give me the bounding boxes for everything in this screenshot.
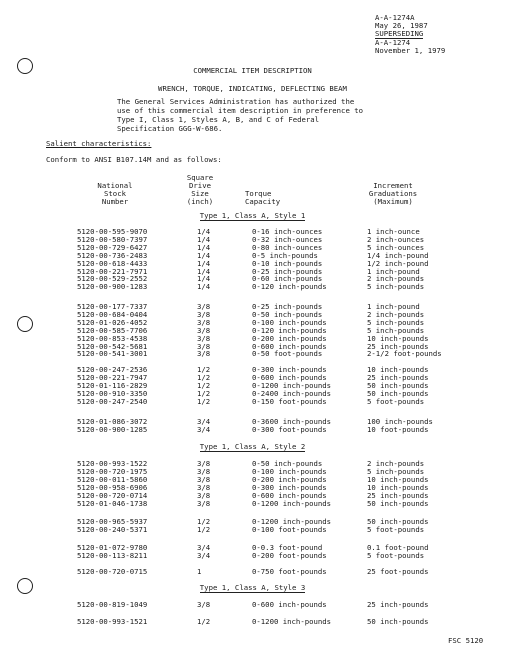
increment-graduation: 2-1/2 foot-pounds (367, 349, 442, 359)
stock-number: 5120-00-580-7397 (77, 234, 148, 244)
drive-size: 3/8 (197, 600, 211, 609)
torque-capacity: 0-300 inch-pounds (252, 365, 327, 374)
drive-size: 3/4 (197, 424, 211, 434)
column-header-increment: Increment Graduations (Maximum) (368, 181, 418, 206)
torque-capacity: 0-25 inch-pounds (252, 266, 323, 276)
stock-number: 5120-00-993-1521 (77, 617, 148, 626)
increment-graduation: 2 inch-pounds (367, 309, 425, 319)
increment-graduation: 5 inch-pounds (367, 466, 425, 476)
drive-size: 1/2 (197, 388, 211, 398)
stock-number: 5120-00-541-3001 (77, 349, 148, 359)
torque-capacity: 0-100 inch-pounds (252, 317, 327, 327)
torque-capacity: 0-1200 inch-pounds (252, 617, 332, 626)
drive-size: 1/2 (197, 517, 211, 526)
drive-size: 3/8 (197, 317, 211, 327)
drive-size: 3/8 (197, 349, 211, 359)
stock-number: 5120-00-720-1975 (77, 466, 148, 476)
torque-capacity: 0-750 foot-pounds (252, 567, 327, 576)
increment-graduation: 50 inch-pounds (367, 617, 429, 626)
increment-graduation: 25 inch-pounds (367, 372, 429, 382)
column-header-drive-size: Square Drive Size (inch) (186, 173, 214, 206)
torque-capacity: 0-50 inch-pounds (252, 459, 323, 468)
torque-capacity: 0-5 inch-pounds (252, 250, 318, 260)
column-header-torque: Torque Capacity (245, 189, 281, 206)
drive-size: 1/4 (197, 234, 211, 244)
drive-size: 3/8 (197, 309, 211, 319)
torque-capacity: 0-120 inch-pounds (252, 325, 327, 335)
drive-size: 1/4 (197, 282, 211, 292)
drive-size: 1/4 (197, 274, 211, 284)
increment-graduation: 5 foot-pounds (367, 524, 425, 534)
stock-number: 5120-00-221-7971 (77, 266, 148, 276)
stock-number: 5120-01-046-1738 (77, 498, 148, 508)
torque-capacity: 0-1200 inch-pounds (252, 498, 332, 508)
stock-number: 5120-00-177-7337 (77, 302, 148, 311)
increment-graduation: 1 inch-pound (367, 266, 420, 276)
stock-number: 5120-00-819-1049 (77, 600, 148, 609)
drive-size: 3/8 (197, 466, 211, 476)
intro-line: Type I, Class 1, Styles A, B, and C of Federal (117, 115, 320, 124)
drive-size: 3/4 (197, 417, 211, 426)
column-header-nsn: National Stock Number (97, 181, 133, 206)
drive-size: 3/4 (197, 543, 211, 552)
increment-graduation: 5 foot-pounds (367, 396, 425, 406)
stock-number: 5120-01-116-2829 (77, 380, 148, 390)
drive-size: 3/8 (197, 341, 211, 351)
torque-capacity: 0-50 foot-pounds (252, 349, 323, 359)
increment-graduation: 25 inch-pounds (367, 341, 429, 351)
torque-capacity: 0-300 foot-pounds (252, 424, 327, 434)
drive-size: 1/2 (197, 380, 211, 390)
increment-graduation: 10 inch-pounds (367, 365, 429, 374)
drive-size: 3/8 (197, 325, 211, 335)
torque-capacity: 0-120 inch-pounds (252, 282, 327, 292)
increment-graduation: 25 foot-pounds (367, 567, 429, 576)
drive-size: 1/2 (197, 617, 211, 626)
torque-capacity: 0-600 inch-pounds (252, 372, 327, 382)
torque-capacity: 0-600 inch-pounds (252, 490, 327, 500)
drive-size: 3/4 (197, 550, 211, 560)
stock-number: 5120-00-595-9070 (77, 227, 148, 236)
increment-graduation: 5 inch-pounds (367, 317, 425, 327)
drive-size: 3/8 (197, 302, 211, 311)
torque-capacity: 0-200 inch-pounds (252, 333, 327, 343)
increment-graduation: 5 foot-pounds (367, 550, 425, 560)
torque-capacity: 0-150 foot-pounds (252, 396, 327, 406)
stock-number: 5120-00-618-4433 (77, 258, 148, 268)
punch-hole-icon (17, 316, 33, 332)
increment-graduation: 5 inch-ounces (367, 242, 425, 252)
torque-capacity: 0-60 inch-pounds (252, 274, 323, 284)
superseded-id: A-A-1274 (375, 38, 411, 47)
section-title (0, 443, 505, 451)
stock-number: 5120-00-720-0715 (77, 567, 148, 576)
section-title-text: Type 1, Class A, Style 2 (199, 442, 306, 451)
torque-capacity: 0-3600 inch-pounds (252, 417, 332, 426)
drive-size: 1 (197, 567, 202, 576)
increment-graduation: 5 inch-pounds (367, 282, 425, 292)
increment-graduation: 50 inch-pounds (367, 517, 429, 526)
increment-graduation: 10 inch-pounds (367, 482, 429, 492)
drive-size: 3/8 (197, 459, 211, 468)
increment-graduation: 50 inch-pounds (367, 498, 429, 508)
increment-graduation: 0.1 foot-pound (367, 543, 429, 552)
torque-capacity: 0-100 inch-pounds (252, 466, 327, 476)
torque-capacity: 0-25 inch-pounds (252, 302, 323, 311)
torque-capacity: 0-16 inch-ounces (252, 227, 323, 236)
torque-capacity: 0-80 inch-ounces (252, 242, 323, 252)
drive-size: 1/2 (197, 396, 211, 406)
torque-capacity: 0-300 inch-pounds (252, 482, 327, 492)
stock-number: 5120-00-965-5937 (77, 517, 148, 526)
stock-number: 5120-01-026-4052 (77, 317, 148, 327)
increment-graduation: 50 inch-pounds (367, 380, 429, 390)
torque-capacity: 0-1200 inch-pounds (252, 380, 332, 390)
increment-graduation: 25 inch-pounds (367, 600, 429, 609)
increment-graduation: 5 inch-pounds (367, 325, 425, 335)
stock-number: 5120-00-729-6427 (77, 242, 148, 252)
fsc-code: FSC 5120 (448, 636, 484, 645)
torque-capacity: 0-600 inch-pounds (252, 600, 327, 609)
drive-size: 1/4 (197, 258, 211, 268)
drive-size: 1/4 (197, 266, 211, 276)
stock-number: 5120-00-247-2536 (77, 365, 148, 374)
stock-number: 5120-00-529-2552 (77, 274, 148, 284)
stock-number: 5120-00-240-5371 (77, 524, 148, 534)
increment-graduation: 1/2 inch-pound (367, 258, 429, 268)
intro-paragraph (117, 98, 407, 134)
intro-line: The General Services Administration has authorized the (117, 97, 355, 106)
increment-graduation: 50 inch-pounds (367, 388, 429, 398)
superseding-label: SUPERSEDING (375, 29, 424, 38)
stock-number: 5120-00-585-7706 (77, 325, 148, 335)
stock-number: 5120-00-542-5681 (77, 341, 148, 351)
document-subtitle: WRENCH, TORQUE, INDICATING, DEFLECTING BEAM (158, 84, 347, 93)
drive-size: 3/8 (197, 333, 211, 343)
stock-number: 5120-00-221-7947 (77, 372, 148, 382)
section-title (0, 212, 505, 220)
increment-graduation: 10 foot-pounds (367, 424, 429, 434)
drive-size: 1/4 (197, 242, 211, 252)
drive-size: 1/2 (197, 372, 211, 382)
doc-date: May 26, 1987 (375, 21, 428, 30)
drive-size: 1/4 (197, 227, 211, 236)
torque-capacity: 0-200 inch-pounds (252, 474, 327, 484)
increment-graduation: 1/4 inch-pound (367, 250, 429, 260)
intro-line: Specification GGG-W-686. (117, 124, 223, 133)
drive-size: 3/8 (197, 498, 211, 508)
increment-graduation: 10 inch-pounds (367, 333, 429, 343)
document-header (375, 14, 500, 55)
drive-size: 3/8 (197, 490, 211, 500)
stock-number: 5120-00-247-2540 (77, 396, 148, 406)
stock-number: 5120-00-993-1522 (77, 459, 148, 468)
torque-capacity: 0-600 inch-pounds (252, 341, 327, 351)
stock-number: 5120-00-900-1283 (77, 282, 148, 292)
torque-capacity: 0-10 inch-pounds (252, 258, 323, 268)
stock-number: 5120-00-720-0714 (77, 490, 148, 500)
torque-capacity: 0-32 inch-ounces (252, 234, 323, 244)
increment-graduation: 100 inch-pounds (367, 417, 433, 426)
section-title-text: Type 1, Class A, Style 3 (199, 583, 306, 592)
torque-capacity: 0-50 inch-pounds (252, 309, 323, 319)
stock-number: 5120-00-113-8211 (77, 550, 148, 560)
document-title: COMMERCIAL ITEM DESCRIPTION (193, 66, 312, 75)
section-title-text: Type 1, Class A, Style 1 (199, 211, 306, 220)
stock-number: 5120-00-853-4538 (77, 333, 148, 343)
stock-number: 5120-00-684-0404 (77, 309, 148, 319)
increment-graduation: 2 inch-ounces (367, 234, 425, 244)
torque-capacity: 0-200 foot-pounds (252, 550, 327, 560)
increment-graduation: 1 inch-pound (367, 302, 420, 311)
stock-number: 5120-01-086-3072 (77, 417, 148, 426)
torque-capacity: 0-1200 inch-pounds (252, 517, 332, 526)
torque-capacity: 0-100 foot-pounds (252, 524, 327, 534)
increment-graduation: 10 inch-pounds (367, 474, 429, 484)
increment-graduation: 1 inch-ounce (367, 227, 420, 236)
stock-number: 5120-00-900-1285 (77, 424, 148, 434)
stock-number: 5120-00-736-2483 (77, 250, 148, 260)
intro-line: use of this commercial item description in preference to (117, 106, 364, 115)
conform-text: Conform to ANSI B107.14M and as follows: (46, 155, 222, 164)
superseded-date: November 1, 1979 (375, 46, 446, 55)
stock-number: 5120-00-910-3350 (77, 388, 148, 398)
drive-size: 3/8 (197, 482, 211, 492)
salient-heading: Salient characteristics: (46, 139, 152, 148)
drive-size: 1/4 (197, 250, 211, 260)
increment-graduation: 2 inch-pounds (367, 459, 425, 468)
torque-capacity: 0-2400 inch-pounds (252, 388, 332, 398)
drive-size: 3/8 (197, 474, 211, 484)
drive-size: 1/2 (197, 524, 211, 534)
doc-id: A-A-1274A (375, 13, 415, 22)
stock-number: 5120-01-072-9780 (77, 543, 148, 552)
torque-capacity: 0-0.3 foot-pound (252, 543, 323, 552)
increment-graduation: 2 inch-pounds (367, 274, 425, 284)
section-title (0, 584, 505, 592)
drive-size: 1/2 (197, 365, 211, 374)
increment-graduation: 25 inch-pounds (367, 490, 429, 500)
stock-number: 5120-00-011-5860 (77, 474, 148, 484)
stock-number: 5120-00-958-6906 (77, 482, 148, 492)
